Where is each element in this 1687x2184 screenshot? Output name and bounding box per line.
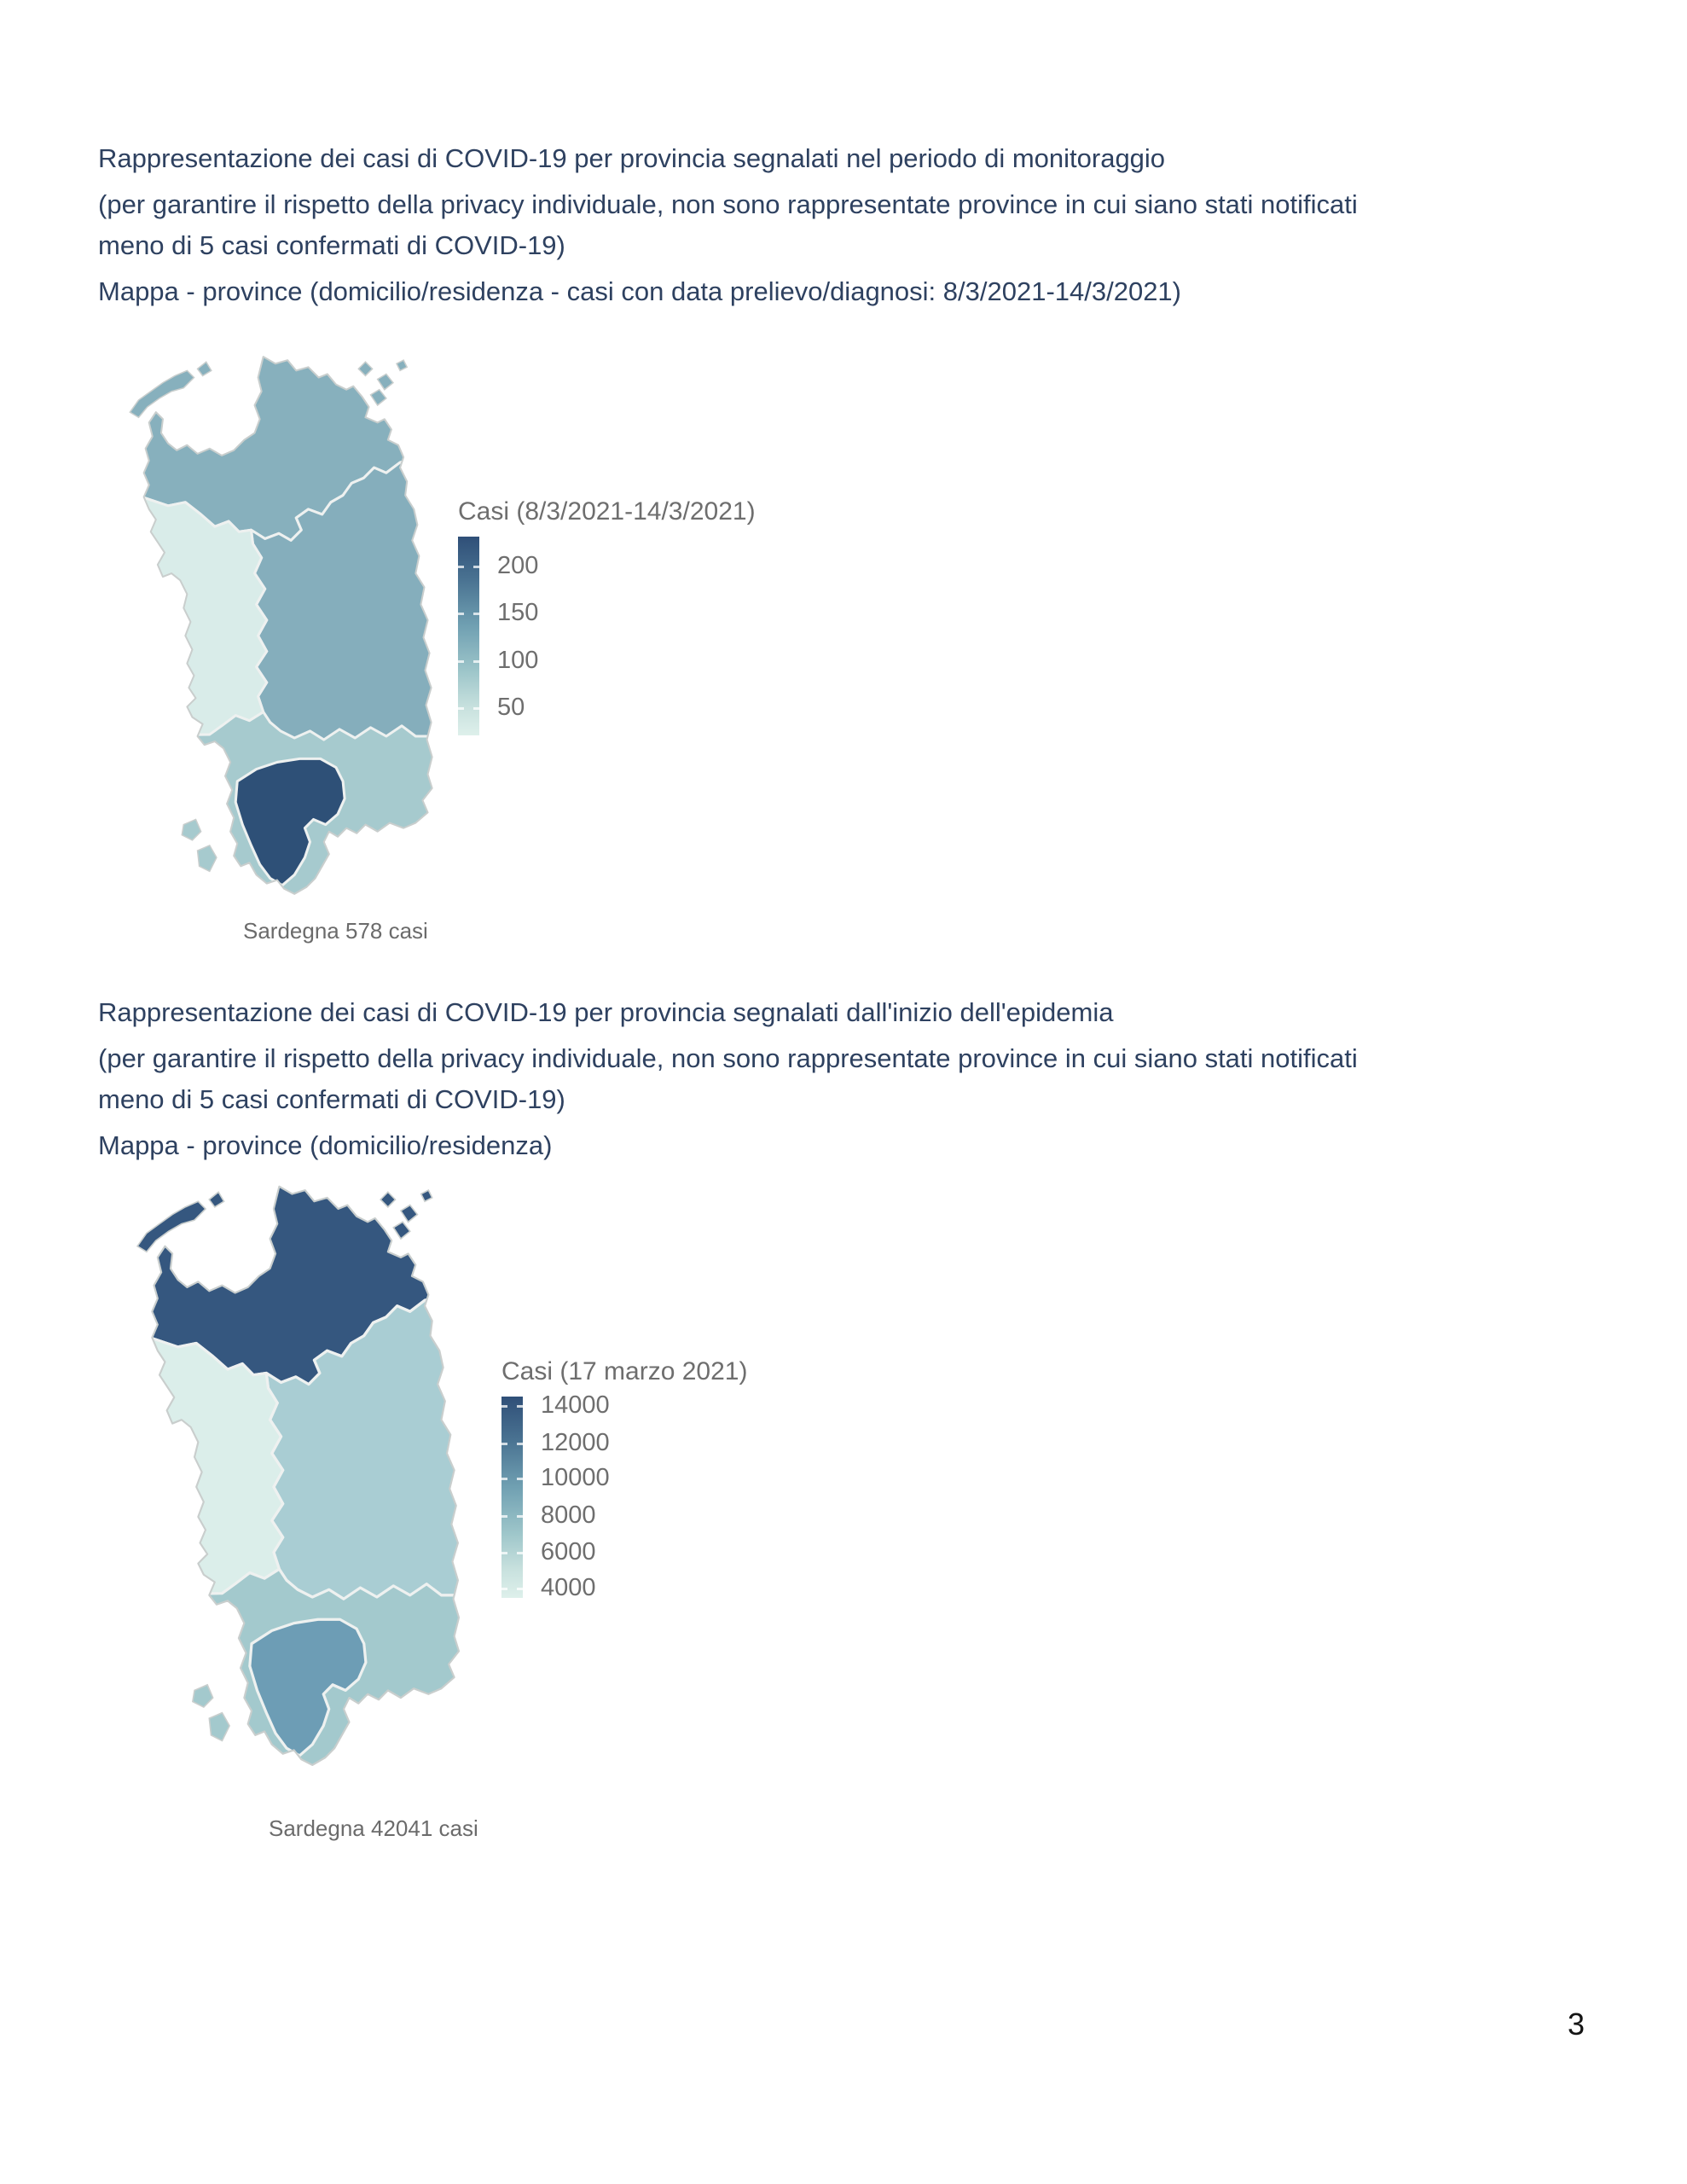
map2-legend: [501, 1356, 748, 1601]
section2-privacy-note: (per garantire il rispetto della privacy individuale, non sono rappresentate province in cui siano stati notificati meno di 5 casi confermati di COVID-19): [98, 1043, 1358, 1114]
map1-caption: Sardegna 578 casi: [243, 918, 428, 944]
legend-tick-label: 12000: [541, 1428, 610, 1456]
map2-caption: Sardegna 42041 casi: [269, 1815, 478, 1841]
map2-legend-colorbar: [501, 1391, 610, 1601]
legend-tick-label: 50: [497, 693, 525, 721]
section1-textblock: [98, 138, 1599, 317]
legend-tick-label: 6000: [541, 1537, 596, 1565]
section1-privacy-note: (per garantire il rispetto della privacy individuale, non sono rappresentate province in cui siano stati notificati meno di 5 casi confermati di COVID-19): [98, 189, 1358, 260]
section2-title: Rappresentazione dei casi di COVID-19 per provincia segnalati dall'inizio dell'epidemia: [98, 997, 1114, 1027]
map1-sardinia-choropleth: [107, 350, 454, 904]
section2-textblock: [98, 992, 1599, 1171]
map2-legend-title: Casi (17 marzo 2021): [501, 1357, 748, 1385]
section1-title: Rappresentazione dei casi di COVID-19 per provincia segnalati nel periodo di monitoraggio: [98, 143, 1166, 173]
legend-tick-label: 4000: [541, 1573, 596, 1601]
minor-islands-south: [182, 819, 217, 871]
map2-sardinia-choropleth: [113, 1179, 482, 1776]
minor-islands-south: [193, 1685, 229, 1741]
section2-map-label: Mappa - province (domicilio/residenza): [98, 1130, 553, 1160]
page-number: 3: [1568, 2007, 1586, 2042]
map1-legend-title: Casi (8/3/2021-14/3/2021): [458, 497, 756, 526]
legend-tick-label: 100: [497, 646, 539, 674]
section1-map-label: Mappa - province (domicilio/residenza - casi con data prelievo/diagnosi: 8/3/2021-14/3/2021): [98, 276, 1182, 306]
legend-tick-label: 8000: [541, 1501, 596, 1529]
map1-legend: [458, 497, 756, 735]
map1-legend-colorbar: [458, 537, 539, 735]
legend-tick-label: 14000: [541, 1391, 610, 1419]
legend-tick-label: 150: [497, 598, 539, 626]
legend-tick-label: 200: [497, 551, 539, 579]
legend-tick-label: 10000: [541, 1463, 610, 1491]
